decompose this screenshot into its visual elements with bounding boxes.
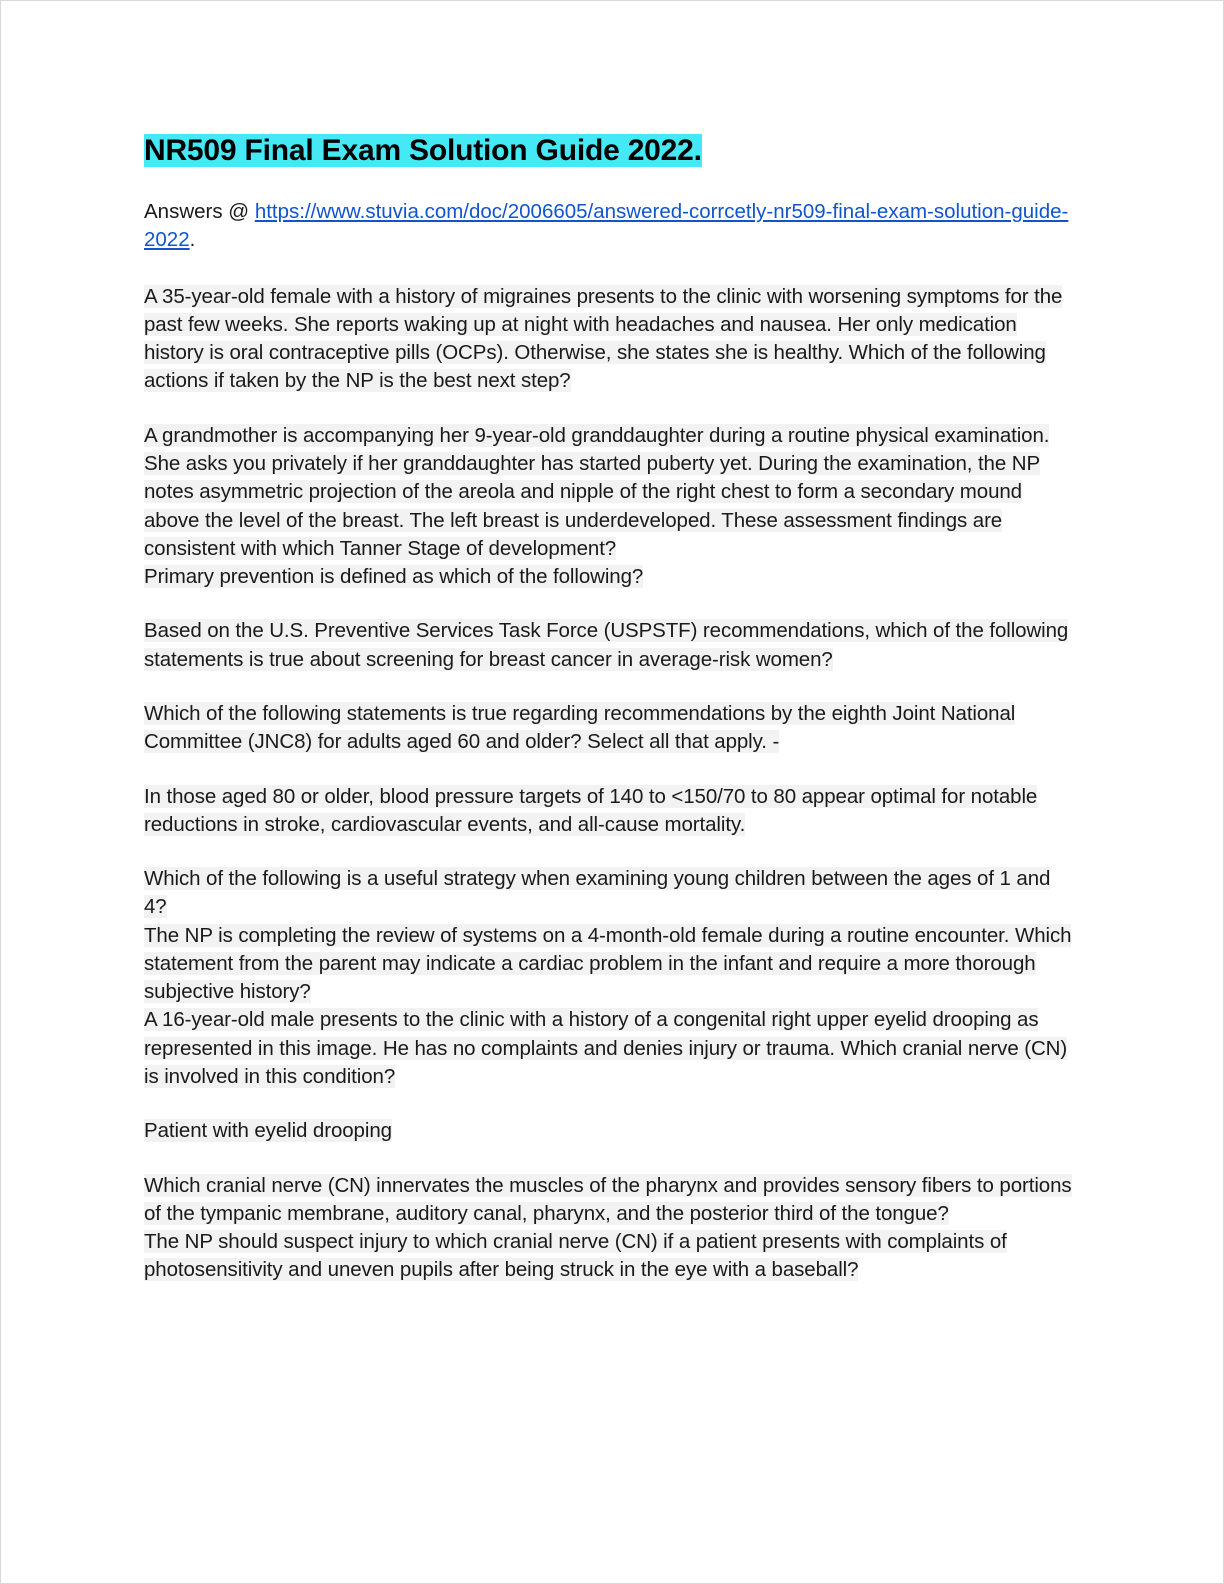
paragraph-10: [144, 1117, 1074, 1145]
paragraph-1: [144, 283, 1074, 396]
paragraph-6-text: In those aged 80 or older, blood pressure targets of 140 to <150/70 to 80 appear optimal for notable reductions in stroke, cardiovascular events, and all-cause mortality.: [144, 784, 1038, 836]
answers-suffix: .: [189, 228, 196, 252]
paragraph-9: [144, 1006, 1074, 1091]
paragraph-7-text: Which of the following is a useful strategy when examining young children between the ages of 1 and 4?: [144, 867, 1051, 919]
paragraph-12: [144, 1228, 1074, 1285]
paragraph-5-text: Which of the following statements is true regarding recommendations by the eighth Joint National Committee (JNC8) for adults aged 60 and older? Select all that apply. -: [144, 701, 1016, 754]
answers-prefix: Answers @: [144, 200, 255, 223]
paragraph-11: [144, 1172, 1074, 1229]
paragraph-11-text: Which cranial nerve (CN) innervates the muscles of the pharynx and provides sensory fibers to portions of the tympanic membrane, auditory canal, pharynx, and the posterior third of the tongue?: [144, 1173, 1072, 1225]
paragraph-4-text: Based on the U.S. Preventive Services Task Force (USPSTF) recommendations, which of the following statements is true about screening for breast cancer in average-risk women?: [144, 619, 1069, 671]
paragraph-8: [144, 922, 1074, 1007]
paragraph-2: [144, 422, 1074, 563]
paragraph-2-text: A grandmother is accompanying her 9-year-old granddaughter during a routine physical examination. She asks you privately if her granddaughter has started puberty yet. During the examination, the NP notes asymmetric projection of the areola and nipple of the right chest to form a secondary mound above the level of the breast. The left breast is underdeveloped. These assessment findings are consistent with which Tanner Stage of development?: [144, 423, 1050, 560]
paragraph-8-text: The NP is completing the review of systems on a 4-month-old female during a routine encounter. Which statement from the parent may indicate a cardiac problem in the infant and require a more thorough subjective history?: [144, 923, 1072, 1004]
paragraph-1-text: A 35-year-old female with a history of migraines presents to the clinic with worsening symptoms for the past few weeks. She reports waking up at night with headaches and nausea. Her only medication history is oral contraceptive pills (OCPs). Otherwise, she states she is healthy. Which of the following actions if taken by the NP is the best next step?: [144, 284, 1063, 393]
page-title: NR509 Final Exam Solution Guide 2022.: [144, 134, 702, 167]
paragraph-5: [144, 700, 1074, 757]
paragraph-6: [144, 783, 1074, 840]
title-block: [144, 131, 1074, 170]
document-content: [144, 131, 1074, 1311]
answers-line: [144, 198, 1074, 255]
paragraph-3: [144, 563, 1074, 591]
paragraph-9-text: A 16-year-old male presents to the clinic with a history of a congenital right upper eyelid drooping as represented in this image. He has no complaints and denies injury or trauma. Which cranial nerve (CN) is involved in this condition?: [144, 1008, 1068, 1089]
paragraph-4: [144, 617, 1074, 674]
paragraph-7: [144, 865, 1074, 922]
paragraph-3-text: Primary prevention is defined as which of the following?: [144, 565, 644, 589]
paragraph-10-text: Patient with eyelid drooping: [144, 1119, 392, 1143]
answers-link[interactable]: https://www.stuvia.com/doc/2006605/answered-corrcetly-nr509-final-exam-solution-guide-2022: [144, 200, 1069, 252]
paragraph-12-text: The NP should suspect injury to which cranial nerve (CN) if a patient presents with complaints of photosensitivity and uneven pupils after being struck in the eye with a baseball?: [144, 1230, 1007, 1282]
